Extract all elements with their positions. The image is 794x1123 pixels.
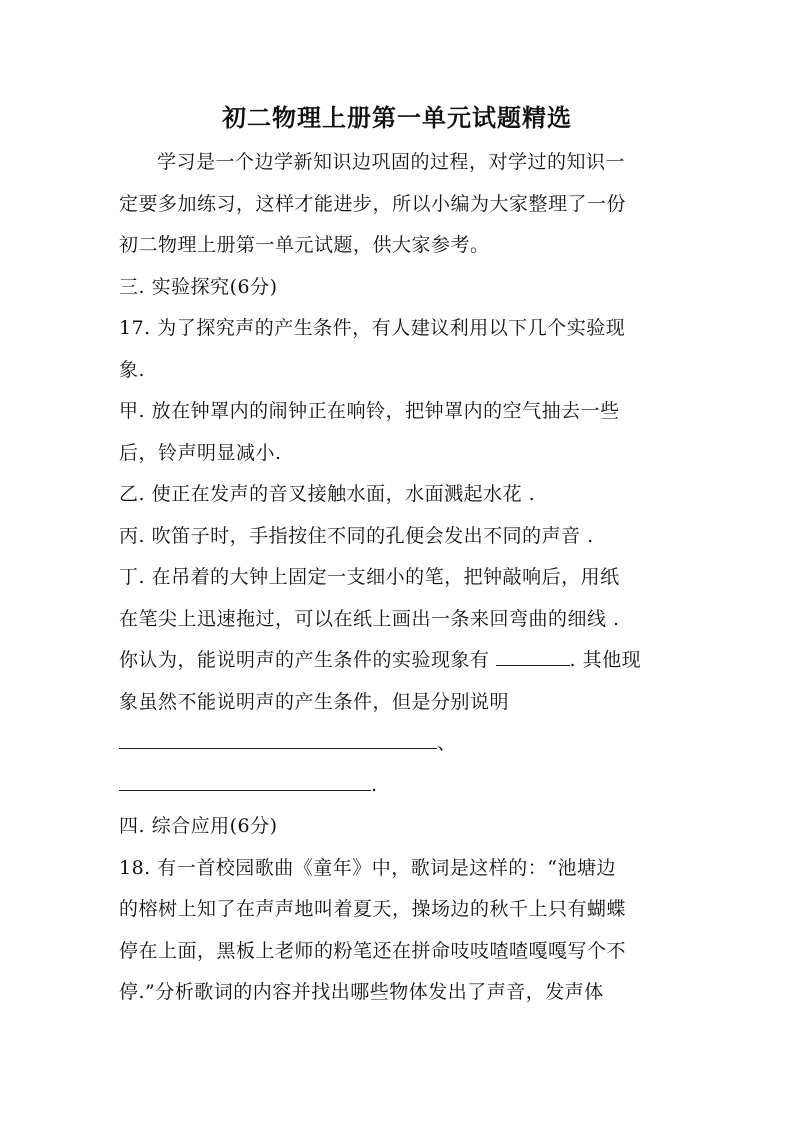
- separator-mark: 、: [437, 732, 457, 754]
- question-17-option-yi: 乙. 使正在发声的音叉接触水面，水面溅起水花 .: [119, 483, 536, 505]
- question-18-line: 18. 有一首校园歌曲《童年》中，歌词是这样的：“池塘边: [119, 856, 616, 879]
- document-body: [119, 142, 679, 1014]
- answer-blank-line: [119, 723, 679, 765]
- question-17-answer-line: [119, 640, 679, 682]
- question-17-line: 17. 为了探究声的产生条件，有人建议利用以下几个实验现: [119, 317, 626, 339]
- question-17-line: 象.: [119, 358, 146, 381]
- answer-blank-line: [119, 765, 679, 807]
- answer-blank-2[interactable]: [119, 728, 437, 749]
- answer-blank-3[interactable]: [119, 770, 371, 791]
- end-mark: .: [371, 773, 378, 796]
- answer-blank-1[interactable]: [496, 645, 570, 666]
- answer-suffix: . 其他现: [569, 649, 642, 671]
- intro-line: 定要多加练习，这样才能进步，所以小编为大家整理了一份: [119, 192, 627, 215]
- question-18-line: 停在上面，黑板上老师的粉笔还在拼命吱吱喳喳嘎嘎写个不: [119, 939, 627, 962]
- question-17-line: 象虽然不能说明声的产生条件，但是分别说明: [119, 690, 510, 713]
- question-17-option-bing: 丙. 吹笛子时，手指按住不同的孔便会发出不同的声音 .: [119, 524, 594, 547]
- question-17-line: 在笔尖上迅速拖过，可以在纸上画出一条来回弯曲的细线 .: [119, 607, 620, 630]
- question-18-line: 停.”分析歌词的内容并找出哪些物体发出了声音，发声体: [119, 981, 604, 1003]
- intro-line: 学习是一个边学新知识边巩固的过程，对学过的知识一: [157, 151, 626, 173]
- section-heading-experiment: 三. 实验探究(6分): [119, 275, 278, 298]
- question-17-option-ding: 丁. 在吊着的大钟上固定一支细小的笔，把钟敲响后，用纸: [119, 566, 620, 588]
- page-title: 初二物理上册第一单元试题精选: [222, 103, 572, 132]
- question-17-line: 后，铃声明显减小.: [119, 441, 282, 464]
- question-17-option-jia: 甲. 放在钟罩内的闹钟正在响铃，把钟罩内的空气抽去一些: [119, 400, 620, 422]
- question-18-line: 的榕树上知了在声声地叫着夏天，操场边的秋千上只有蝴蝶: [119, 898, 627, 920]
- intro-line: 初二物理上册第一单元试题，供大家参考。: [119, 234, 490, 256]
- section-heading-application: 四. 综合应用(6分): [119, 815, 278, 837]
- answer-prompt: 你认为，能说明声的产生条件的实验现象有: [119, 649, 490, 671]
